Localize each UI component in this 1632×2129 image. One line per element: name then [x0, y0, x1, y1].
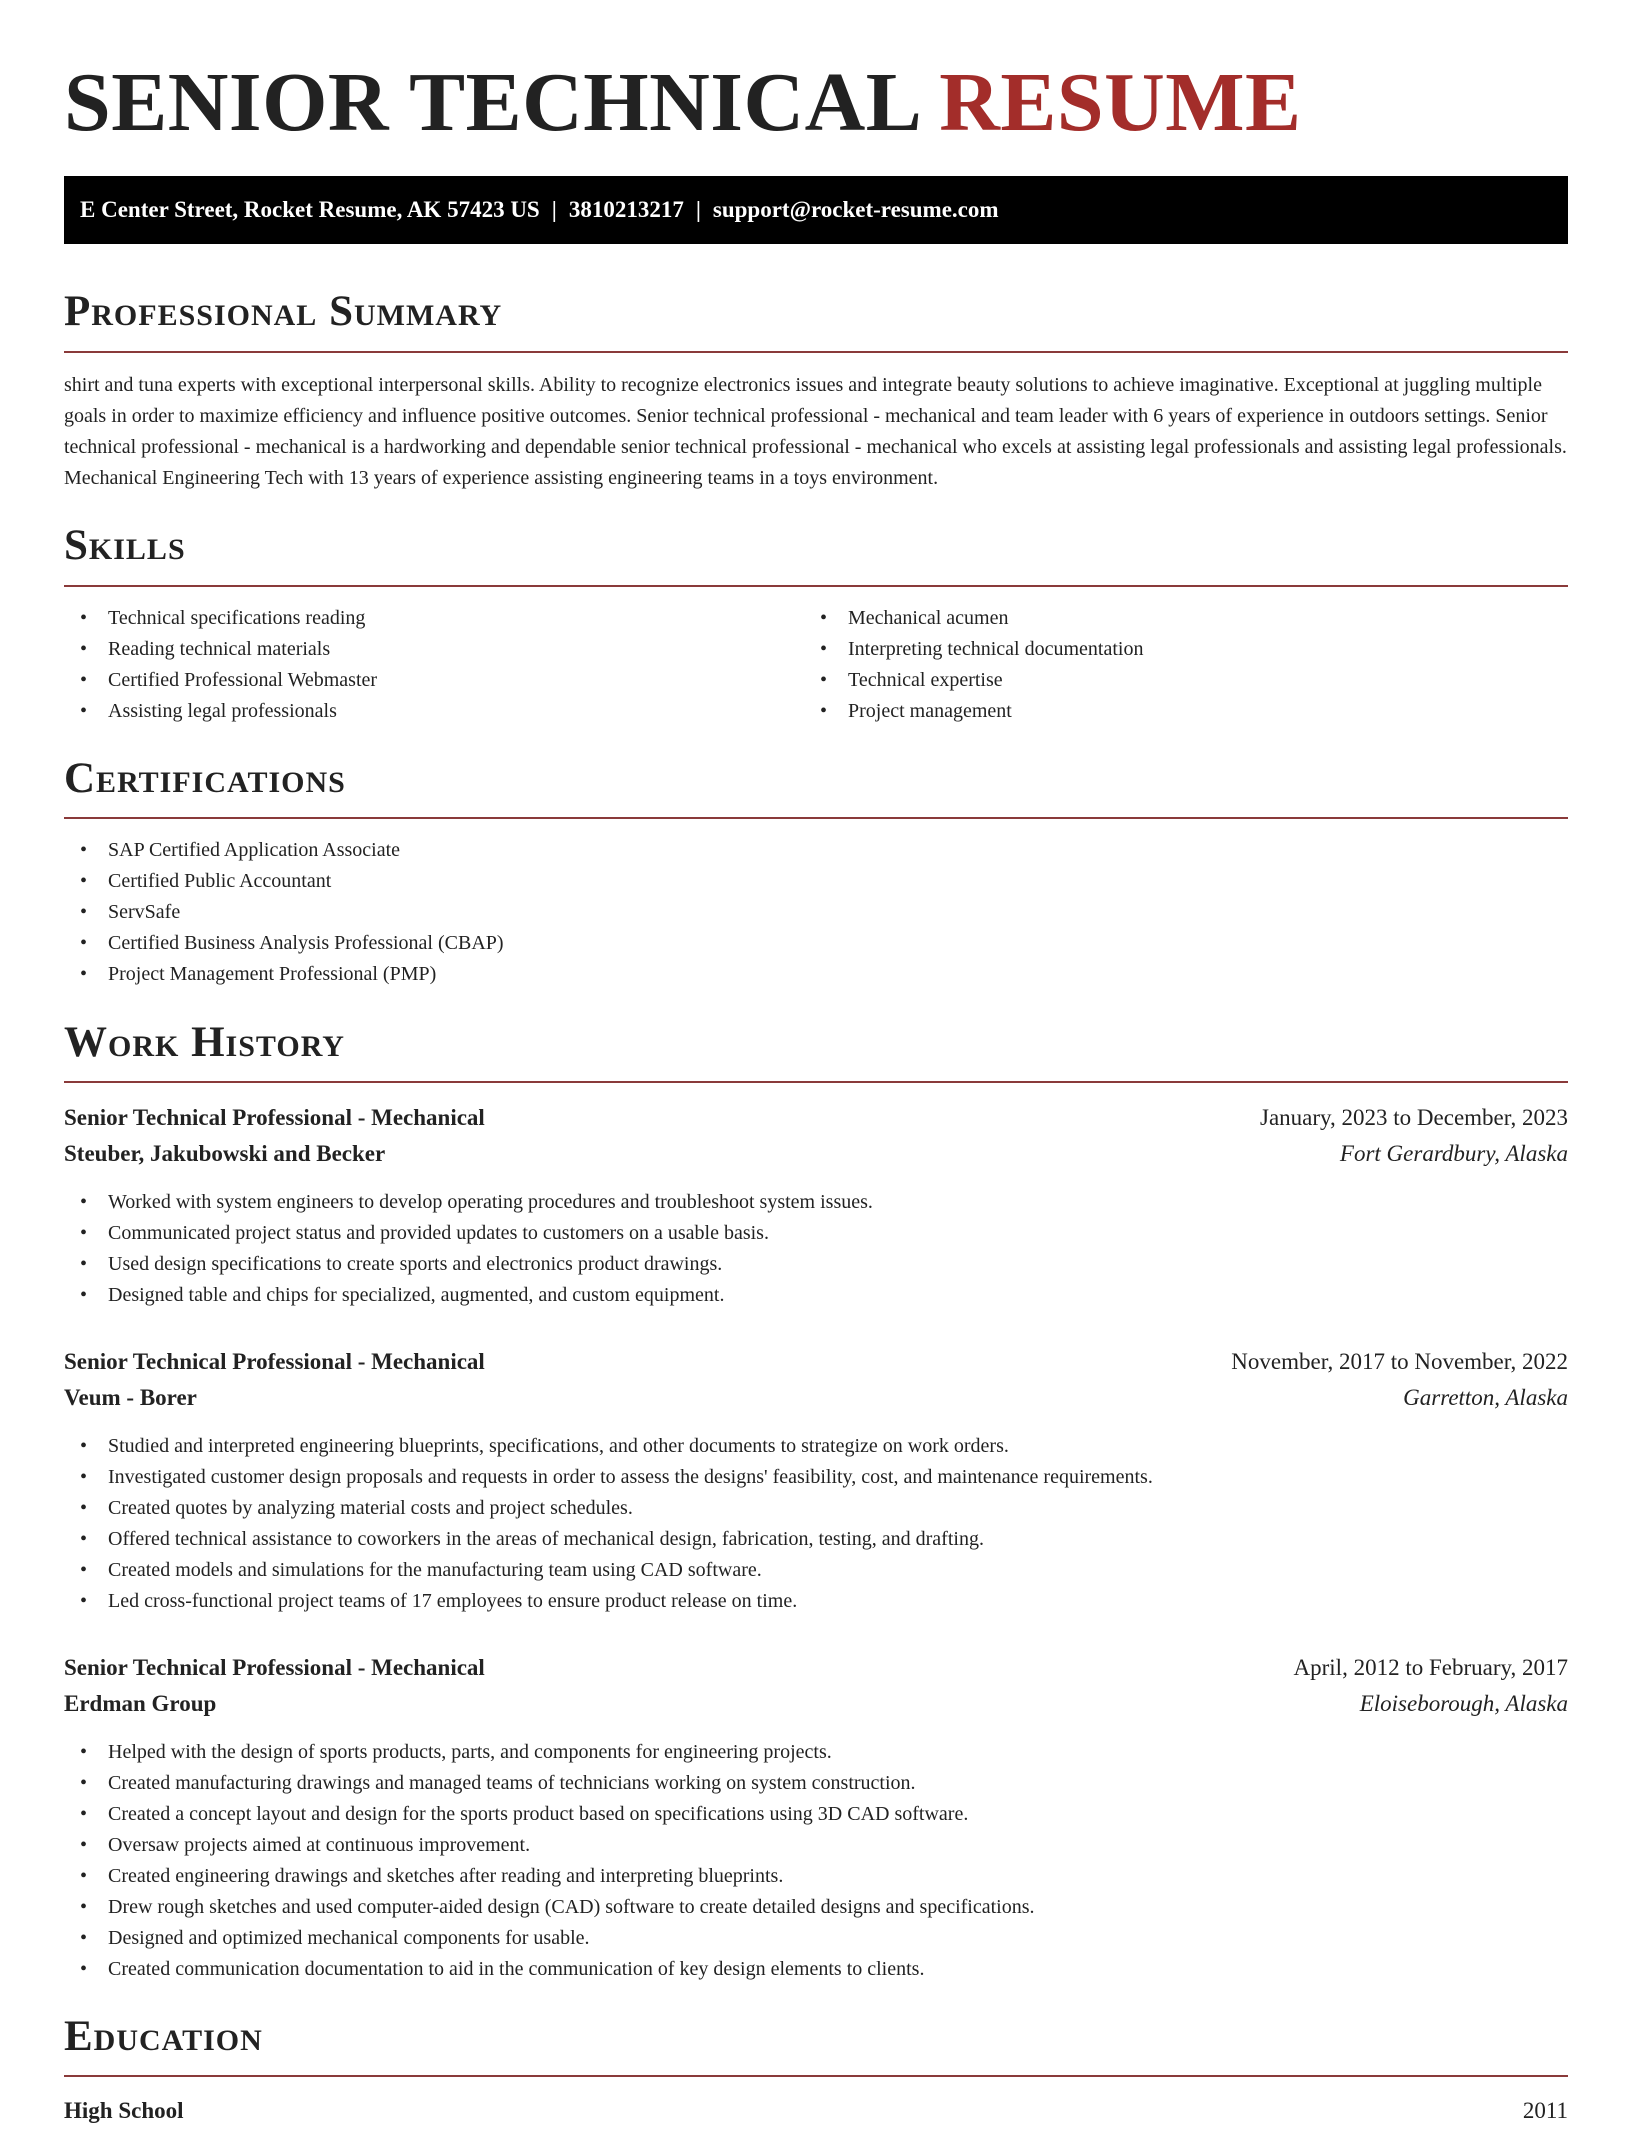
education-heading: Education [64, 2013, 263, 2060]
list-item: • Led cross-functional project teams of 17 employees to ensure product release on time. [64, 1586, 1568, 1617]
job-location: Fort Gerardbury, Alaska [1339, 1141, 1568, 1166]
list-item: • Project management [804, 696, 1568, 727]
list-item: • Created models and simulations for the manufacturing team using CAD software. [64, 1555, 1568, 1586]
section-divider [64, 817, 1568, 819]
job-title: Senior Technical Professional - Mechanical [64, 1105, 485, 1130]
contact-separator: | [695, 197, 701, 222]
list-item: • ServSafe [64, 897, 1568, 928]
summary-heading: Professional Summary [64, 288, 503, 335]
contact-address: E Center Street, Rocket Resume, AK 57423 US [80, 197, 540, 222]
list-item: • Designed and optimized mechanical components for usable. [64, 1923, 1568, 1954]
list-item: • Project Management Professional (PMP) [64, 959, 1568, 990]
section-divider [64, 585, 1568, 587]
list-item: • Used design specifications to create sports and electronics product drawings. [64, 1249, 1568, 1280]
job-location: Eloiseborough, Alaska [1359, 1691, 1568, 1716]
job-location: Garretton, Alaska [1403, 1385, 1568, 1410]
skills-list-left [64, 603, 804, 727]
contact-email: support@rocket-resume.com [712, 197, 999, 222]
list-item: • Certified Public Accountant [64, 866, 1568, 897]
certifications-heading: Certifications [64, 755, 346, 802]
job-subheader [64, 1380, 1568, 1416]
job-title: Senior Technical Professional - Mechanical [64, 1655, 485, 1680]
title-main: SENIOR TECHNICAL [64, 56, 918, 149]
list-item: • Created engineering drawings and sketches after reading and interpreting blueprints. [64, 1861, 1568, 1892]
work-history-heading: Work History [64, 1019, 345, 1066]
job-subheader [64, 1686, 1568, 1722]
list-item: • Drew rough sketches and used computer-aided design (CAD) software to create detailed designs and specifications. [64, 1892, 1568, 1923]
section-divider [64, 1081, 1568, 1083]
job-dates: November, 2017 to November, 2022 [1231, 1349, 1568, 1374]
list-item: • Certified Business Analysis Professional (CBAP) [64, 928, 1568, 959]
job-header [64, 1344, 1568, 1380]
list-item: • Mechanical acumen [804, 603, 1568, 634]
list-item: • Assisting legal professionals [64, 696, 804, 727]
list-item: • Investigated customer design proposals and requests in order to assess the designs' feasibility, cost, and maintenance requirements. [64, 1462, 1568, 1493]
list-item: • Reading technical materials [64, 634, 804, 665]
job-bullets [64, 1431, 1568, 1617]
title-accent: RESUME [939, 56, 1302, 149]
job-bullets [64, 1737, 1568, 1985]
list-item: • Technical specifications reading [64, 603, 804, 634]
list-item: • Studied and interpreted engineering blueprints, specifications, and other documents to strategize on work orders. [64, 1431, 1568, 1462]
list-item: • Helped with the design of sports products, parts, and components for engineering projects. [64, 1737, 1568, 1768]
job-header [64, 1650, 1568, 1686]
list-item: • Created quotes by analyzing material costs and project schedules. [64, 1493, 1568, 1524]
job-subheader [64, 1136, 1568, 1172]
summary-text: shirt and tuna experts with exceptional interpersonal skills. Ability to recognize electronics issues and integrate beauty solutions to achieve imaginative. Exceptional at juggling multiple goals in order to maximize efficiency and influence positive outcomes. Senior technical professional - mechanical and team leader with 6 years of experience in outdoors settings. Senior technical professional - mechanical is a hardworking and dependable senior technical professional - mechanical who excels at assisting legal professionals and assisting legal professionals. Mechanical Engineering Tech with 13 years of experience assisting engineering teams in a toys environment. [64, 374, 1567, 489]
contact-bar [64, 176, 1568, 244]
education-degree: High School [64, 2098, 184, 2123]
job-dates: April, 2012 to February, 2017 [1293, 1655, 1568, 1680]
job-company: Steuber, Jakubowski and Becker [64, 1141, 386, 1166]
list-item: • Offered technical assistance to coworkers in the areas of mechanical design, fabrication, testing, and drafting. [64, 1524, 1568, 1555]
resume-title [64, 58, 1302, 148]
list-item: • Certified Professional Webmaster [64, 665, 804, 696]
section-divider [64, 2075, 1568, 2077]
skills-list-right [804, 603, 1568, 727]
list-item: • Created manufacturing drawings and managed teams of technicians working on system construction. [64, 1768, 1568, 1799]
list-item: • Technical expertise [804, 665, 1568, 696]
certifications-list [64, 835, 1568, 990]
list-item: • Communicated project status and provided updates to customers on a usable basis. [64, 1218, 1568, 1249]
job-company: Erdman Group [64, 1691, 217, 1716]
section-divider [64, 351, 1568, 353]
list-item: • Interpreting technical documentation [804, 634, 1568, 665]
job-bullets [64, 1187, 1568, 1311]
contact-phone: 3810213217 [568, 197, 684, 222]
education-row [64, 2093, 1568, 2129]
list-item: • Designed table and chips for specialized, augmented, and custom equipment. [64, 1280, 1568, 1311]
list-item: • Created communication documentation to aid in the communication of key design elements to clients. [64, 1954, 1568, 1985]
list-item: • Created a concept layout and design for the sports product based on specifications using 3D CAD software. [64, 1799, 1568, 1830]
contact-separator: | [551, 197, 557, 222]
education-year: 2011 [1522, 2098, 1568, 2123]
job-dates: January, 2023 to December, 2023 [1260, 1105, 1568, 1130]
job-company: Veum - Borer [64, 1385, 197, 1410]
skills-heading: Skills [64, 522, 186, 569]
list-item: • Worked with system engineers to develop operating procedures and troubleshoot system issues. [64, 1187, 1568, 1218]
list-item: • SAP Certified Application Associate [64, 835, 1568, 866]
job-title: Senior Technical Professional - Mechanical [64, 1349, 485, 1374]
list-item: • Oversaw projects aimed at continuous improvement. [64, 1830, 1568, 1861]
job-header [64, 1100, 1568, 1136]
